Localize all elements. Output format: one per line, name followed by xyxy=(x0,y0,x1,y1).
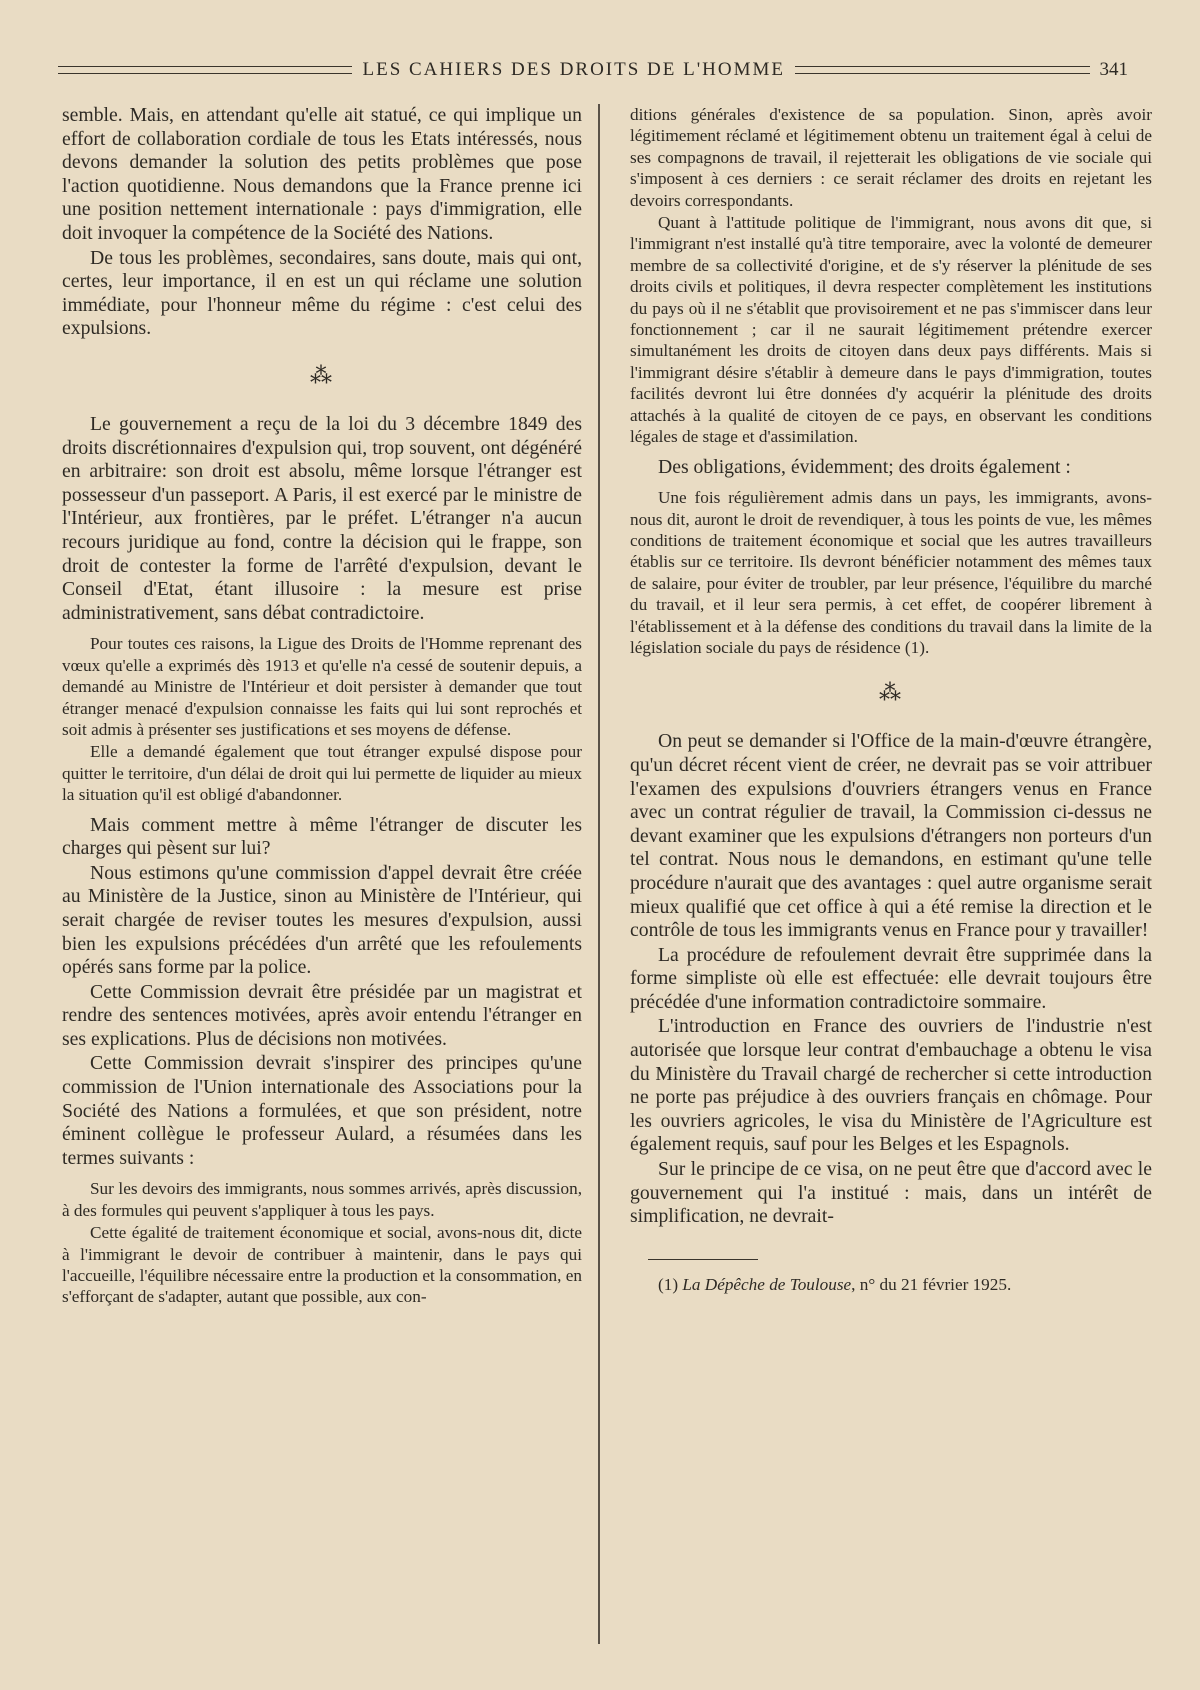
right-column xyxy=(630,104,1152,1295)
small-text-block xyxy=(62,633,582,805)
paragraph: Pour toutes ces raisons, la Ligue des Droits de l'Homme reprenant des vœux qu'elle a exprimés dès 1913 et qu'elle n'a cessé de soutenir depuis, a demandé au Ministre de l'Intérieur et doit persister à demander que tout étranger menacé d'expulsion connaisse les faits qui lui sont reprochés et soit admis à présenter ses justifications et ses moyens de défense. xyxy=(62,634,582,739)
paragraph: De tous les problèmes, secondaires, sans doute, mais qui ont, certes, leur importance, il en est un qui réclame une solution immédiate, pour l'honneur même du régime : c'est celui des expulsions. xyxy=(62,246,582,340)
left-column xyxy=(62,104,582,1308)
paragraph: ditions générales d'existence de sa population. Sinon, après avoir légitimement réclamé et légitimement obtenu un traitement égal à celui de ses compagnons de travail, il rejetterait les obligations de vie sociale qui s'imposent à ces derniers : ce serait réclamer des droits en rejetant les devoirs correspondants. xyxy=(630,105,1152,210)
paragraph: Sur le principe de ce visa, on ne peut être que d'accord avec le gouvernement qui l'a institué : mais, dans un intérêt de simplification, ne devrait- xyxy=(630,1158,1152,1228)
footnote xyxy=(630,1274,1152,1295)
footnote-detail: , n° du 21 février 1925. xyxy=(851,1274,1012,1294)
paragraph: Cette Commission devrait s'inspirer des principes qu'une commission de l'Union internationale des Associations pour la Société des Nations a formulées, et que son président, notre éminent collègue le professeur Aulard, a résumées dans les termes suivants : xyxy=(62,1052,582,1169)
paragraph: Sur les devoirs des immigrants, nous sommes arrivés, après discussion, à des formules qui peuvent s'appliquer à tous les pays. xyxy=(62,1179,582,1220)
quotation-block xyxy=(630,104,1152,448)
footnote-source: La Dépêche de Toulouse xyxy=(682,1274,852,1294)
paragraph: Cette Commission devrait être présidée par un magistrat et rendre des sentences motivées, après avoir entendu l'étranger en ses explications. Plus de décisions non motivées. xyxy=(62,980,582,1050)
paragraph: Quant à l'attitude politique de l'immigrant, nous avons dit que, si l'immigrant n'est installé qu'à titre temporaire, avec la volonté de demeurer membre de sa collectivité d'origine, et de s'y réserver la plénitude de ses droits civils et politiques, il devra respecter complètement les institutions du pays où il ne s'établit que provisoirement et ne pas s'immiscer dans leur fonctionnement ; car il ne saurait légitimement prétendre exercer simultanément les droits de citoyen dans deux pays différents. Mais si l'immigrant désire s'établir à demeure dans le pays d'immigration, toutes facilités devront lui être données d'y acquérir la plénitude des droits attachés à la qualité de citoyen de ce pays, en observant les conditions légales de stage et d'assimilation. xyxy=(630,213,1152,447)
paragraph: Nous estimons qu'une commission d'appel devrait être créée au Ministère de la Justice, sinon au Ministère de l'Intérieur, qui serait chargée de reviser toutes les mesures d'expulsion, aussi bien les expulsions précédées d'un arrêté que les refoulements opérés sans forme par la police. xyxy=(62,861,582,979)
paragraph: Cette égalité de traitement économique et social, avons-nous dit, dicte à l'immigrant le devoir de contribuer à maintenir, dans le pays qui l'accueille, l'équilibre nécessaire entre la production et la consommation, en s'efforçant de s'adapter, autant que possible, aux con- xyxy=(62,1223,582,1307)
footnote-mark: (1) xyxy=(658,1274,679,1294)
running-header xyxy=(58,54,1128,86)
paragraph: L'introduction en France des ouvriers de l'industrie n'est autorisée que lorsque leur contrat d'embauchage a obtenu le visa du Ministère du Travail chargé de rechercher si cette introduction ne porte pas préjudice à des ouvriers français en chômage. Pour les ouvriers agricoles, le visa du Ministère de l'Agriculture est également requis, sauf pour les Belges et les Espagnols. xyxy=(630,1015,1152,1156)
journal-title: LES CAHIERS DES DROITS DE L'HOMME xyxy=(362,59,786,80)
paragraph: Mais comment mettre à même l'étranger de discuter les charges qui pèsent sur lui? xyxy=(62,813,582,860)
column-divider xyxy=(598,104,600,1644)
quotation-block xyxy=(630,487,1152,658)
paragraph: On peut se demander si l'Office de la main-d'œuvre étrangère, qu'un décret récent vient de créer, ne devrait pas se voir attribuer l'examen des expulsions d'ouvriers étrangers venus en France avec un contrat régulier de travail, la Commission ci-dessus ne devant examiner que les expulsions d'étrangers non porteurs d'un tel contrat. Nous nous le demandons, en estimant qu'une telle procédure n'aurait que des avantages : quel autre organisme serait mieux qualifié que cet office à qui a été remise la direction et le contrôle de tous les immigrants venus en France pour y travailler! xyxy=(630,730,1152,942)
paragraph: Le gouvernement a reçu de la loi du 3 décembre 1849 des droits discrétionnaires d'expulsion qui, trop souvent, ont dégénéré en arbitraire: son droit est absolu, même lorsque l'étranger est possesseur d'un passeport. A Paris, il est exercé par le ministre de l'Intérieur, aux frontières, par le préfet. L'étranger n'a aucun recours juridique au fond, contre la décision qui le frappe, son droit de contester la forme de l'arrêté d'expulsion, devant le Conseil d'Etat, étant illusoire : la mesure est prise administrativement, sans débat contradictoire. xyxy=(62,412,582,624)
paragraph: Une fois régulièrement admis dans un pays, les immigrants, avons-nous dit, auront le droit de revendiquer, à tous les points de vue, les mêmes conditions de traitement économique et social que les autres travailleurs établis sur ce territoire. Ils devront bénéficier notamment des mêmes taux de salaire, pour éviter de troubler, par leur présence, l'équilibre du marché du travail, et il leur sera permis, à cet effet, de coopérer librement à l'établissement et à la défense des conditions du travail dans la limite de la législation sociale du pays de résidence (1). xyxy=(630,488,1152,657)
section-separator: ⁂ xyxy=(310,362,334,388)
paragraph: La procédure de refoulement devrait être supprimée dans la forme simpliste où elle est effectuée: elle devrait toujours être précédée d'une information contradictoire sommaire. xyxy=(630,943,1152,1013)
paragraph: Des obligations, évidemment; des droits également : xyxy=(658,455,1071,478)
footnote-rule xyxy=(648,1259,758,1260)
paragraph: semble. Mais, en attendant qu'elle ait statué, ce qui implique un effort de collaboration cordiale de tous les Etats intéressés, nous devons demander la solution des petits problèmes que pose l'action quotidienne. Nous demandons que la France prenne ici une position nettement internationale : pays d'immigration, elle doit invoquer la compétence de la Société des Nations. xyxy=(62,104,582,244)
paragraph: Elle a demandé également que tout étranger expulsé dispose pour quitter le territoire, d'un délai de droit qui lui permette de liquider au mieux la situation qu'il est obligé d'abandonner. xyxy=(62,742,582,805)
quotation-block xyxy=(62,1178,582,1307)
header-rule-right xyxy=(795,66,1089,74)
section-separator: ⁂ xyxy=(879,680,903,706)
page-number: 341 xyxy=(1099,59,1128,80)
header-rule-left xyxy=(58,66,352,74)
